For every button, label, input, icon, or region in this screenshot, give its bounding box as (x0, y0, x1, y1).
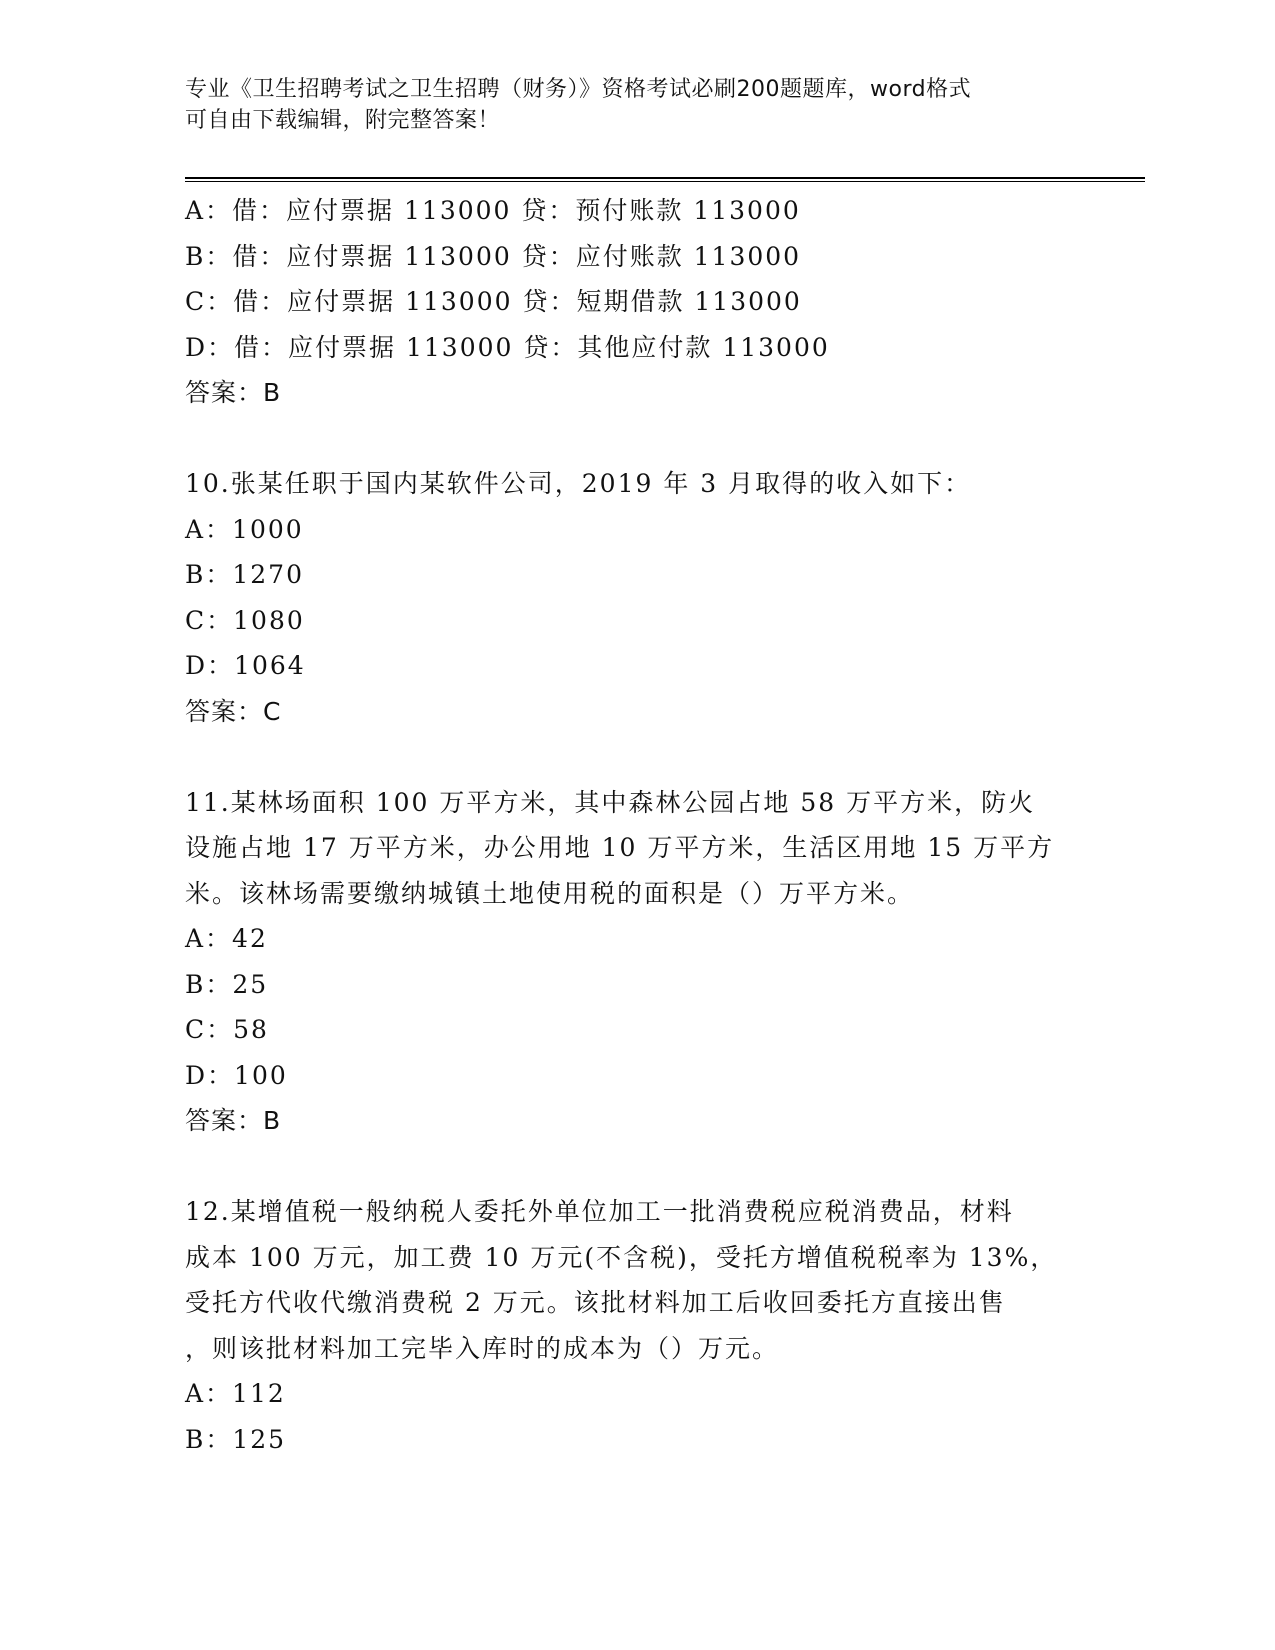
question-10 (185, 461, 1085, 734)
question-12 (185, 1189, 1085, 1462)
option-b: B：借：应付票据 113000 贷：应付账款 113000 (185, 241, 802, 271)
question-stem-line-3: 受托方代收代缴消费税 2 万元。该批材料加工后收回委托方直接出售 (185, 1288, 1006, 1317)
answer: 答案：B (185, 1106, 282, 1135)
spacer (185, 416, 1085, 462)
option-a: A：1000 (185, 514, 304, 544)
answer: 答案：C (185, 696, 282, 726)
header-line-1: 专业《卫生招聘考试之卫生招聘（财务）》资格考试必刷200题题库，word格式 (185, 77, 972, 102)
question-stem-line-4: ，则该批材料加工完毕入库时的成本为（）万元。 (185, 1333, 780, 1363)
option-d: D：100 (185, 1060, 288, 1090)
question-11 (185, 780, 1085, 1144)
answer: 答案：B (185, 378, 282, 407)
spacer (185, 734, 1085, 780)
option-a: A：112 (185, 1379, 286, 1408)
header-divider (185, 177, 1145, 182)
option-d: D：借：应付票据 113000 贷：其他应付款 113000 (185, 332, 830, 362)
option-b: B：1270 (185, 560, 304, 589)
question-stem: 10.张某任职于国内某软件公司，2019 年 3 月取得的收入如下： (185, 469, 972, 498)
page-header (185, 74, 1085, 136)
option-a: A：借：应付票据 113000 贷：预付账款 113000 (185, 196, 801, 225)
question-stem-line-3: 米。该林场需要缴纳城镇土地使用税的面积是（）万平方米。 (185, 878, 915, 908)
question-stem-line-1: 11.某林场面积 100 万平方米，其中森林公园占地 58 万平方米，防火 (185, 787, 1036, 817)
option-a: A：42 (185, 924, 268, 953)
question-stem-line-2: 设施占地 17 万平方米，办公用地 10 万平方米，生活区用地 15 万平方 (185, 833, 1055, 862)
option-c: C：1080 (185, 605, 305, 635)
option-c: C：借：应付票据 113000 贷：短期借款 113000 (185, 287, 802, 316)
question-9 (185, 188, 1085, 416)
question-stem-line-2: 成本 100 万元，加工费 10 万元(不含税)，受托方增值税税率为 13%， (185, 1242, 1058, 1272)
option-b: B：125 (185, 1424, 287, 1454)
option-d: D：1064 (185, 651, 306, 680)
question-stem-line-1: 12.某增值税一般纳税人委托外单位加工一批消费税应税消费品，材料 (185, 1197, 1014, 1226)
header-line-2: 可自由下载编辑，附完整答案！ (185, 108, 501, 133)
question-list (185, 188, 1085, 1462)
spacer (185, 1144, 1085, 1190)
option-b: B：25 (185, 969, 269, 999)
option-c: C：58 (185, 1015, 269, 1044)
